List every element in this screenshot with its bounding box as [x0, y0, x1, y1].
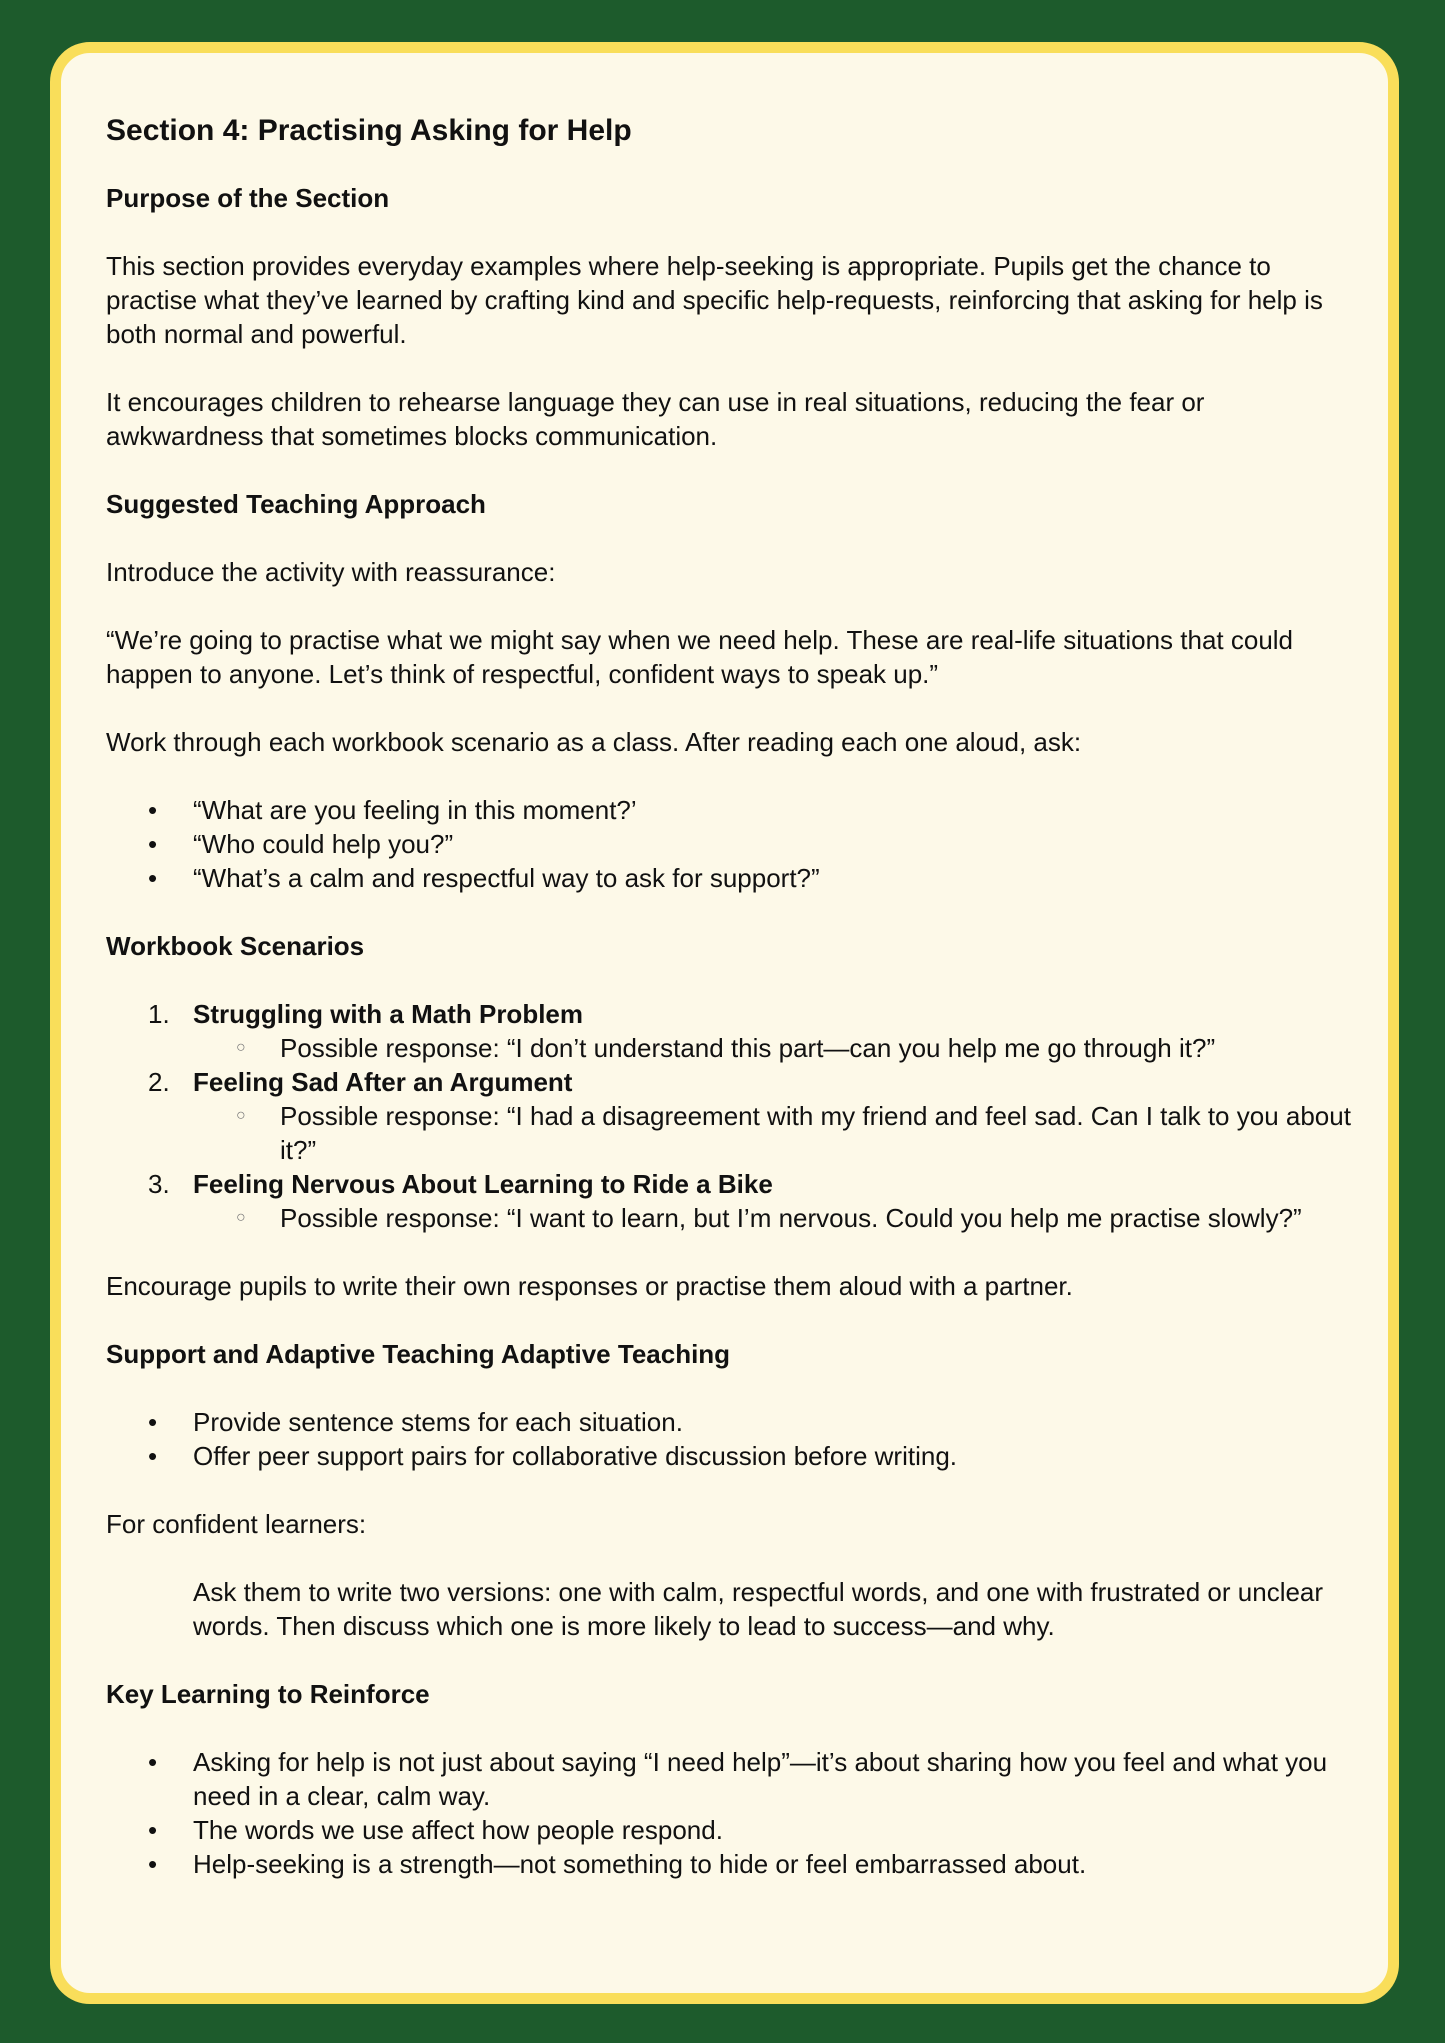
bullet-icon: •: [148, 863, 158, 893]
bullet-icon: •: [148, 1407, 158, 1437]
list-item-text: Help-seeking is a strength—not something to hide or feel embarrassed about.: [193, 1849, 1087, 1879]
list-item: [106, 1847, 1356, 1881]
key-list: [106, 1745, 1356, 1881]
list-item-text: “What’s a calm and respectful way to ask for support?”: [193, 863, 820, 893]
list-item: [106, 1745, 1356, 1813]
circle-bullet-icon: ○: [236, 1107, 246, 1124]
approach-quote: “We’re going to practise what we might say when we need help. These are real-life situations that could happen to anyone. Let’s think of respectful, confident ways to speak up.”: [106, 625, 1294, 689]
scenarios-heading: Workbook Scenarios: [106, 931, 365, 961]
list-item-text: “Who could help you?”: [193, 829, 454, 859]
list-item: [106, 861, 1356, 895]
list-item: [106, 793, 1356, 827]
document-body: [106, 113, 1356, 1915]
content-card: [50, 42, 1399, 2004]
support-list: [106, 1405, 1356, 1473]
encourage-text: Encourage pupils to write their own responses or practise them aloud with a partner.: [106, 1271, 1073, 1301]
approach-work: Work through each workbook scenario as a class. After reading each one aloud, ask:: [106, 727, 1082, 757]
purpose-paragraph: This section provides everyday examples where help-seeking is appropriate. Pupils get the chance to practise what they’ve learned by crafting kind and specific help-requests, reinforcing that asking for help is both normal and powerful.: [106, 251, 1323, 349]
scenario-title: Struggling with a Math Problem: [193, 999, 583, 1029]
bullet-icon: •: [148, 1441, 158, 1471]
scenario-number: 2.: [148, 1067, 170, 1097]
scenario-item: [106, 997, 1356, 1065]
list-item-text: The words we use affect how people respond.: [193, 1815, 723, 1845]
bullet-icon: •: [148, 1815, 158, 1845]
scenario-title: Feeling Sad After an Argument: [193, 1067, 573, 1097]
list-item: [106, 1439, 1356, 1473]
circle-bullet-icon: ○: [236, 1209, 246, 1226]
purpose-heading: Purpose of the Section: [106, 183, 390, 213]
list-item-text: Asking for help is not just about saying “I need help”—it’s about sharing how you feel and what you need in a clear, calm way.: [193, 1747, 1328, 1811]
scenario-item: [106, 1065, 1356, 1167]
bullet-icon: •: [148, 1849, 158, 1879]
question-list: [106, 793, 1356, 895]
list-item: [106, 1405, 1356, 1439]
bullet-icon: •: [148, 1747, 158, 1777]
purpose-paragraph: It encourages children to rehearse language they can use in real situations, reducing the fear or awkwardness that sometimes blocks communication.: [106, 387, 1205, 451]
bullet-icon: •: [148, 795, 158, 825]
bullet-icon: •: [148, 829, 158, 859]
list-item: [106, 1813, 1356, 1847]
list-item: [106, 827, 1356, 861]
list-item-text: “What are you feeling in this moment?’: [193, 795, 637, 825]
key-heading: Key Learning to Reinforce: [106, 1679, 430, 1709]
list-item-text: Offer peer support pairs for collaborative discussion before writing.: [193, 1441, 958, 1471]
scenario-list: [106, 997, 1356, 1235]
scenario-response: Possible response: “I don’t understand this part—can you help me go through it?”: [280, 1033, 1216, 1063]
scenario-number: 1.: [148, 999, 170, 1029]
confident-text: Ask them to write two versions: one with calm, respectful words, and one with frustrated or unclear words. Then discuss which one is more likely to lead to success—and why.: [193, 1577, 1324, 1641]
scenario-number: 3.: [148, 1169, 170, 1199]
scenario-response: Possible response: “I want to learn, but I’m nervous. Could you help me practise slowly?”: [280, 1203, 1302, 1233]
scenario-item: [106, 1167, 1356, 1235]
approach-heading: Suggested Teaching Approach: [106, 489, 486, 519]
scenario-response: Possible response: “I had a disagreement with my friend and feel sad. Can I talk to you about it?”: [280, 1101, 1351, 1165]
list-item-text: Provide sentence stems for each situation.: [193, 1407, 683, 1437]
approach-intro: Introduce the activity with reassurance:: [106, 557, 556, 587]
scenario-title: Feeling Nervous About Learning to Ride a Bike: [193, 1169, 773, 1199]
circle-bullet-icon: ○: [236, 1039, 246, 1056]
support-heading: Support and Adaptive Teaching Adaptive Teaching: [106, 1339, 731, 1369]
confident-label: For confident learners:: [106, 1509, 367, 1539]
page-title: Section 4: Practising Asking for Help: [106, 114, 632, 147]
